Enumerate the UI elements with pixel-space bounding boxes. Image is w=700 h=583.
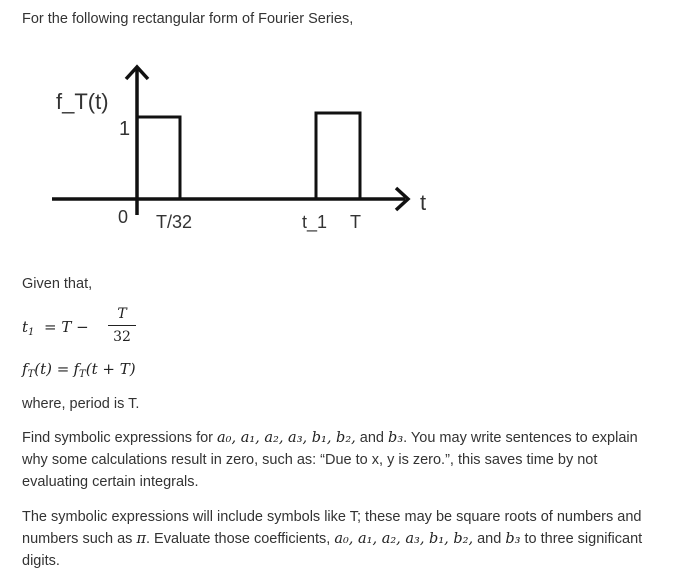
eq2-sub2: T xyxy=(79,369,86,380)
evaluation-paragraph xyxy=(22,506,692,572)
pulse-1 xyxy=(137,117,180,199)
given-text: Given that, xyxy=(22,276,93,292)
period-text: where, period is T. xyxy=(22,396,140,412)
eq1-denominator: 32 xyxy=(113,329,131,345)
eq2-right: (t + T) xyxy=(85,360,136,378)
pulse-train-diagram xyxy=(40,55,440,245)
para2-line1: The symbolic expressions will include symbols like T; these may be square roots of numbers and xyxy=(22,509,642,525)
eq2-f: f xyxy=(22,360,28,378)
eq2-sub: T xyxy=(27,369,35,380)
period-label: T xyxy=(350,212,361,232)
para2-line2-mid: . Evaluate those coefficients, xyxy=(145,531,331,547)
para2-b3: b₃ xyxy=(505,531,521,547)
t-axis-label: t xyxy=(420,190,427,215)
para1-line3: evaluating certain integrals. xyxy=(22,474,199,490)
intro-text: For the following rectangular form of Fourier Series, xyxy=(22,11,354,27)
equation-periodic xyxy=(22,360,136,382)
eq1-rhs: = T − xyxy=(44,318,89,336)
pulse-2 xyxy=(316,113,360,199)
para2-coeffs: a₀, a₁, a₂, a₃, b₁, b₂, xyxy=(334,531,474,547)
para1-and: and xyxy=(359,430,384,446)
eq1-fraction xyxy=(108,305,136,346)
y-axis-label: f_T(t) xyxy=(56,89,109,114)
para1-coeffs: a₀, a₁, a₂, a₃, b₁, b₂, xyxy=(217,430,356,446)
eq1-lhs-sub: 1 xyxy=(28,327,35,338)
para2-and: and xyxy=(477,531,502,547)
eq2-f2: f xyxy=(73,360,80,378)
pulse-end-label: T/32 xyxy=(156,212,193,232)
amplitude-tick-label: 1 xyxy=(119,118,131,140)
origin-label: 0 xyxy=(118,207,129,227)
para1-line1-pre: Find symbolic expressions for xyxy=(22,430,213,446)
instructions-paragraph xyxy=(22,427,692,493)
t1-label: t_1 xyxy=(302,212,328,232)
para1-b3: b₃ xyxy=(388,430,404,446)
para2-line3: digits. xyxy=(22,553,60,569)
para2-line2-post: to three significant xyxy=(524,531,643,547)
para1-line1-post: . You may write sentences to explain xyxy=(403,430,638,446)
para1-line2: why some calculations result in zero, such as: “Due to x, y is zero.”, this saves time by not xyxy=(22,452,598,468)
eq2-left: (t) = xyxy=(34,360,70,378)
eq1-numerator: T xyxy=(117,306,127,322)
eq1-lhs: t xyxy=(22,318,29,336)
pi-symbol: π xyxy=(136,531,146,547)
para2-line2-pre: numbers such as xyxy=(22,531,133,547)
equation-t1 xyxy=(22,305,142,351)
